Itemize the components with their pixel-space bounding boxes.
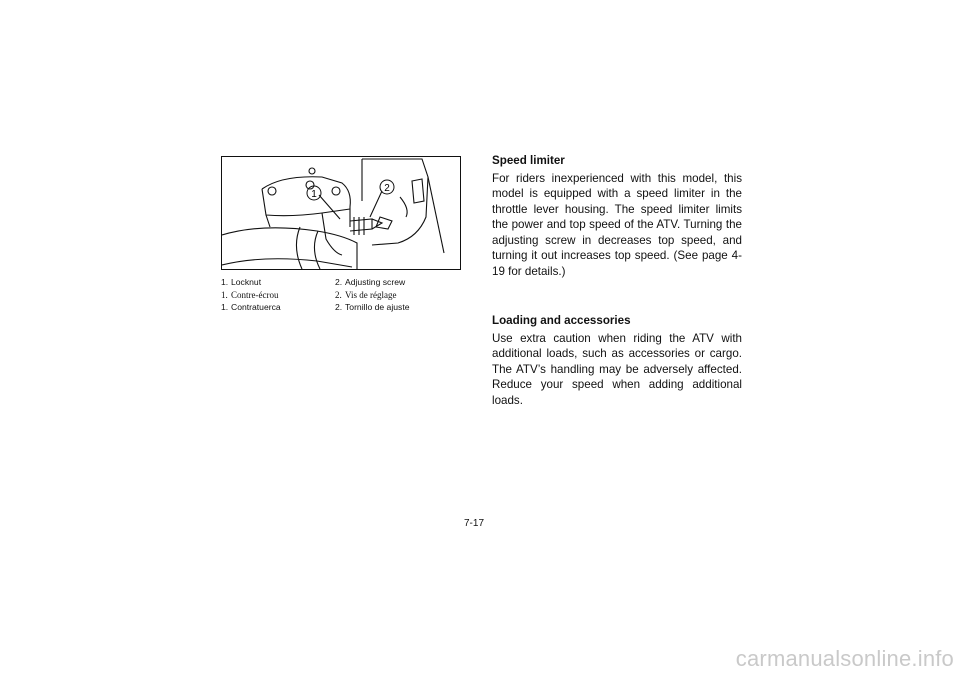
speed-limiter-section: [492, 153, 742, 279]
caption-adjusting-screw: Adjusting screw: [345, 277, 406, 287]
loading-body: Use extra caution when riding the ATV with additional loads, such as accessories or cargo. The ATV’s handling may be adversely affected. Reduce your speed when adding additional loads.: [492, 331, 742, 407]
page-number: 7-17: [464, 518, 485, 529]
caption-row-spanish: [221, 301, 461, 314]
caption-locknut: Locknut: [231, 277, 262, 287]
caption-number: 2.: [335, 277, 343, 287]
callout-1-label: 1: [311, 189, 317, 200]
caption-number: 2.: [335, 289, 342, 300]
caption-number: 1.: [221, 289, 228, 300]
watermark-text: carmanualsonline.info: [735, 646, 954, 671]
loading-section: [492, 313, 742, 408]
caption-contratuerca: Contratuerca: [231, 302, 281, 312]
caption-tornillo-de-ajuste: Tornillo de ajuste: [345, 302, 410, 312]
speed-limiter-body: For riders inexperienced with this model, this model is equipped with a speed limiter in the throttle lever housing. The speed limiter limits the power and top speed of the ATV. Turning the adjusting screw in decreases top speed, and turning it out increases top speed. (See page 4-19 for details.): [492, 171, 742, 278]
caption-row-french: [221, 289, 461, 302]
loading-heading: Loading and accessories: [492, 314, 631, 327]
caption-contre-ecrou: Contre-écrou: [231, 289, 279, 300]
caption-number: 1.: [221, 302, 229, 312]
main-text-column: [492, 153, 742, 408]
callout-2-label: 2: [384, 183, 390, 194]
caption-row-english: [221, 276, 461, 289]
caption-number: 2.: [335, 302, 343, 312]
speed-limiter-heading: Speed limiter: [492, 154, 565, 167]
figure-captions: [221, 276, 461, 314]
speed-limiter-illustration: [221, 156, 461, 270]
caption-number: 1.: [221, 277, 229, 287]
caption-vis-de-reglage: Vis de réglage: [345, 289, 397, 300]
